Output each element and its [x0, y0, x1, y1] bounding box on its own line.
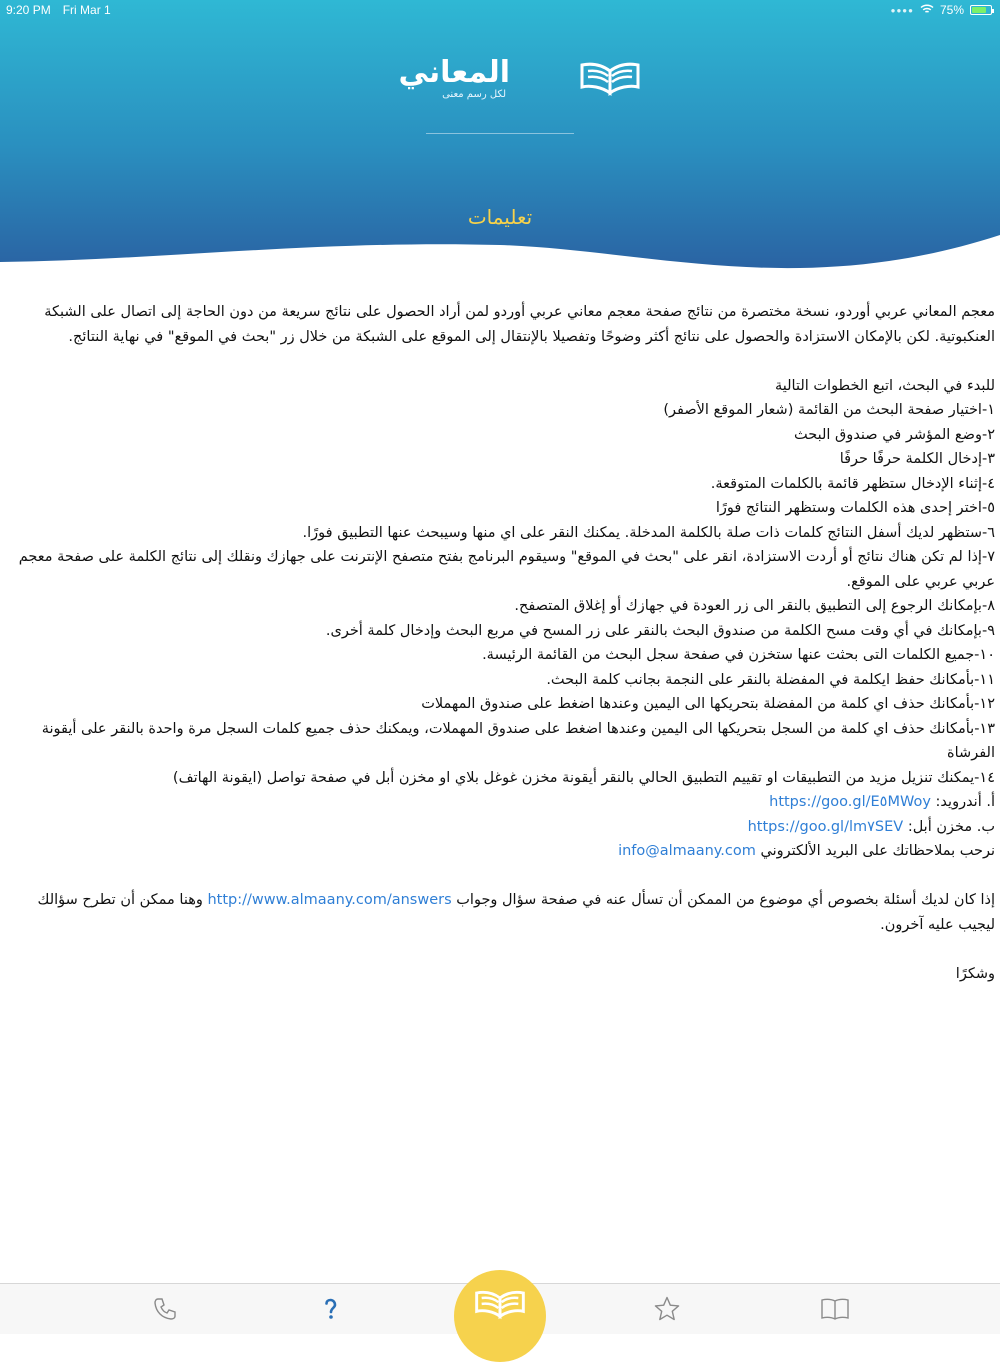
battery-icon [970, 5, 992, 15]
step-item: ١١-بأمكانك حفظ ايكلمة في المفضلة بالنقر على النجمة بجانب كلمة البحث. [546, 671, 995, 688]
page-title: تعليمات [467, 205, 533, 229]
apple-store-line [12, 815, 995, 840]
logo-tagline: لكل رسم معنى [442, 89, 506, 100]
home-search-button[interactable] [454, 1270, 546, 1362]
question-icon[interactable] [316, 1294, 346, 1324]
header-divider [426, 133, 574, 134]
status-time: 9:20 PM [6, 3, 51, 17]
step-item: ٥-اختر إحدى هذه الكلمات وستظهر النتائج فورًا [715, 500, 995, 516]
step-item: ١٣-بأمكانك حذف اي كلمة من السجل بتحريكها الى اليمين وعندها اضغط على صندوق المهملات، ويمكنك حذف جميع كلمات السجل مرة واحدة بالنقر على أيقونة الفرشاة [41, 720, 995, 761]
step-item: ١٠-جميع الكلمات التى بحثت عنها ستخزن في صفحة سجل البحث من القائمة الرئيسة. [482, 647, 995, 663]
step-item: ٣-إدخال الكلمة حرفًا حرفًا [839, 451, 995, 467]
open-book-icon [475, 1286, 525, 1362]
book-icon[interactable] [820, 1294, 850, 1324]
logo [398, 55, 580, 115]
email-link[interactable]: info@almaany.com [618, 843, 756, 859]
step-item: ١-اختيار صفحة البحث من القائمة (شعار الموقع الأصفر) [663, 402, 995, 418]
apple-label: ب. مخزن أبل: [907, 818, 995, 835]
header [0, 0, 1000, 290]
thanks-text: وشكرًا [955, 965, 995, 982]
android-store-link[interactable]: https://goo.gl/E٥MWoy [769, 794, 931, 810]
email-label: نرحب بملاحظاتك على البريد الألكتروني [760, 843, 995, 859]
step-item: ٦-ستظهر لديك أسفل النتائج كلمات ذات صلة بالكلمة المدخلة. يمكنك النقر على اي منها وسيبحث عنها التطبيق فورًا. [302, 524, 995, 541]
phone-icon[interactable] [150, 1294, 180, 1324]
status-date: Fri Mar 1 [62, 3, 111, 17]
answers-link[interactable]: http://www.almaany.com/answers [207, 892, 452, 908]
apple-store-link[interactable]: https://goo.gl/lm٧SEV [747, 818, 904, 835]
email-line [12, 839, 995, 864]
star-icon[interactable] [652, 1294, 682, 1324]
step-item: ٩-بإمكانك في أي وقت مسح الكلمة من صندوق البحث بالنقر على زر المسح في مربع البحث وإدخال كلمة أخرى. [325, 622, 995, 639]
questions-paragraph [12, 888, 995, 937]
help-content [12, 300, 995, 986]
battery-percent: 75% [939, 3, 964, 17]
android-store-line [12, 790, 995, 815]
questions-text: إذا كان لديك أسئلة بخصوص أي موضوع من الممكن أن تسأل عنه في صفحة سؤال وجواب [456, 892, 995, 908]
step-item: ٤-إثناء الإدخال ستظهر قائمة بالكلمات المتوقعة. [710, 475, 995, 492]
step-item: ٨-بإمكانك الرجوع إلى التطبيق بالنقر الى زر العودة في جهازك أو إغلاق المتصفح. [514, 598, 995, 614]
step-item: ٢-وضع المؤشر في صندوق البحث [794, 426, 995, 443]
step-item: ١٢-بأمكانك حذف اي كلمة من المفضلة بتحريكها الى اليمين وعندها اضغط على صندوق المهملات [421, 696, 995, 712]
status-bar [0, 0, 1000, 20]
step-item: ٧-إذا لم تكن هناك نتائج أو أردت الاستزادة، انقر على "بحث في الموقع" وسيقوم البرنامج بفتح متصفح الإنترنت على جهازك ونقلك إلى نتائج الكلمة على صفحة معجم عربي عربي على الموقع. [18, 549, 995, 590]
logo-name: المعاني [398, 55, 510, 90]
tab-bar [0, 1283, 1000, 1334]
step-item: ١٤-يمكنك تنزيل مزيد من التطبيقات او تقييم التطبيق الحالي بالنقر أيقونة مخزن غوغل بلاي او مخزن أبل في صفحة تواصل (ايقونة الهاتف) [172, 769, 995, 786]
signal-icon: ●●●● [890, 5, 914, 15]
steps-heading: للبدء في البحث، اتبع الخطوات التالية [774, 377, 995, 394]
android-label: أ. أندرويد: [935, 794, 995, 810]
questions-text-end: وهنا ممكن أن تطرح سؤالك ليجيب عليه آخرون. [37, 892, 995, 933]
intro-paragraph: معجم المعاني عربي أوردو، نسخة مختصرة من نتائج صفحة معجم معاني عربي أوردو لمن أراد الحصول على نتائج سريعة من دون الحاجة إلى اتصال على الشبكة العنكبوتية. لكن بالإمكان الاستزادة والحصول على نتائج أكثر وضوحًا وتفصيلا بالإنتقال إلى الموقع على الشبكة من خلال زر "بحث في الموقع" في نهاية النتائج. [44, 304, 995, 345]
wifi-icon [920, 3, 934, 17]
header-background [0, 0, 1000, 290]
